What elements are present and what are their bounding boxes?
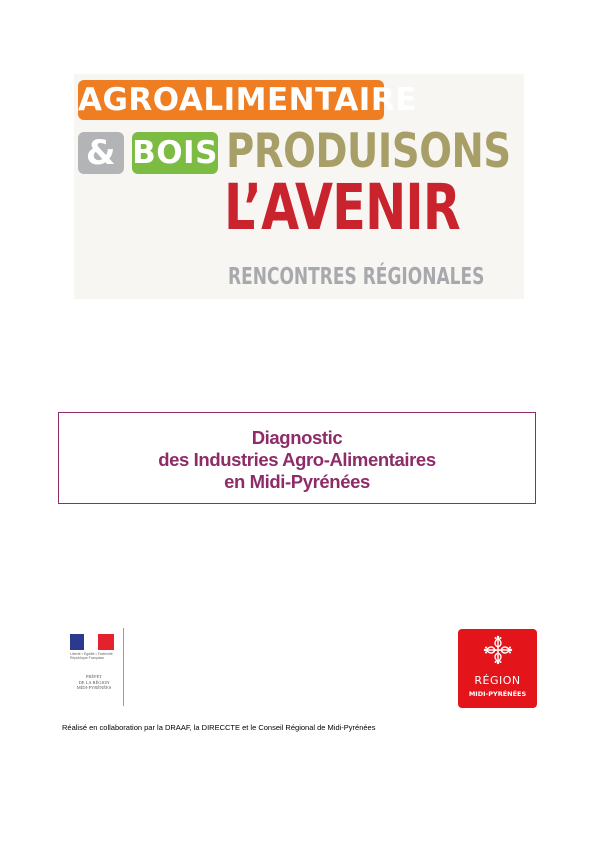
event-banner-logo [74, 74, 524, 299]
prefet-region-logo [62, 628, 124, 704]
logo-divider [123, 628, 124, 706]
rencontres-regionales-heading: RENCONTRES RÉGIONALES [228, 264, 485, 290]
avenir-heading: L’AVENIR [224, 171, 460, 244]
title-line-2: des Industries Agro-Alimentaires [158, 449, 436, 470]
occitan-cross-icon [483, 635, 513, 665]
agroalimentaire-badge: AGROALIMENTAIRE [78, 82, 417, 118]
republic-motto: Liberté • Égalité • Fraternité République Française [70, 652, 113, 660]
document-title-box [58, 412, 536, 504]
region-subname: MIDI-PYRÉNÉES [468, 690, 527, 698]
region-midi-pyrenees-logo [458, 629, 537, 708]
ampersand-badge: & [78, 132, 124, 174]
produisons-heading: PRODUISONS [226, 124, 511, 179]
marianne-flag-icon [70, 634, 114, 650]
region-name: RÉGION [474, 674, 521, 687]
prefet-label: PRÉFET DE LA RÉGION MIDI-PYRÉNÉES [76, 674, 112, 690]
title-line-1: Diagnostic [251, 427, 343, 448]
collaboration-credit: Réalisé en collaboration par la DRAAF, la DIRECCTE et le Conseil Régional de Midi-Pyrénées [62, 723, 376, 732]
bois-badge: BOIS [132, 132, 218, 174]
title-line-3: en Midi-Pyrénées [224, 471, 370, 492]
